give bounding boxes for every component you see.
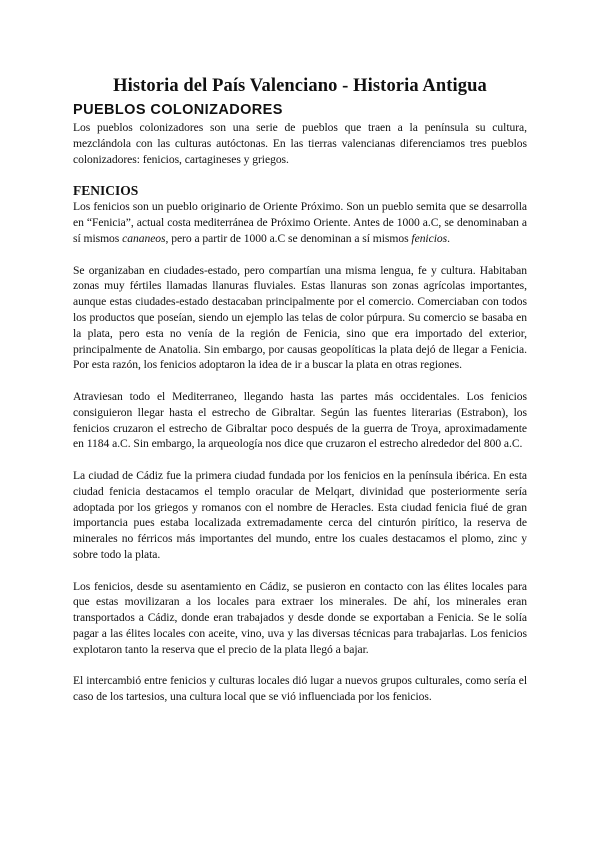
body-paragraph: Atraviesan todo el Mediterraneo, llegando hasta las partes más occidentales. Los fenicios consiguieron llegar hasta el estrecho de Gibraltar. Según las fuentes literarias (Estrabon), los fenicios cruzaron el estrecho de Gibraltar poco después de la guerra de Troya, aproximadamente en 1184 a.C. Sin embargo, la arqueología nos dice que cruzaron el estrecho alrededor del 800 a.C. [73,389,527,451]
body-paragraph: La ciudad de Cádiz fue la primera ciudad fundada por los fenicios en la península ibérica. En esta ciudad fenicia destacamos el templo oracular de Melqart, divinidad que posteriormente sería adoptada por los griegos y romanos con el nombre de Heracles. Esta ciudad fenicia fiué de gran importancia pues estaba localizada extremadamente cerca del cinturón pirítico, la reserva de minerales no férricos más importantes del mundo, entre los cuales destacamos el plomo, zinc y sobre todo la plata. [73,468,527,561]
fenicios-paragraph-1 [73,199,527,246]
intro-paragraph: Los pueblos colonizadores son una serie de pueblos que traen a la península su cultura, mezclándola con las culturas autóctonas. En las tierras valencianas diferenciamos tres pueblos colonizadores: fenicios, cartagineses y griegos. [73,121,527,166]
section-subtitle: PUEBLOS COLONIZADORES [73,102,283,118]
body-paragraph: Se organizaban en ciudades-estado, pero compartían una misma lengua, fe y cultura. Habitaban zonas muy fértiles llamadas llanuras fluviales. Estas llanuras son zonas agrícolas importantes, aunque estas ciudades-estado destacaban principalmente por el comercio. Comerciaban con todos los productos que poseían, siendo un ejemplo las telas de color púrpura. Su comercio se basaba en la plata, pero esta no venía de la región de Fenicia, sino que era importado del exterior, principalmente de Anatolia. Sin embargo, por causas geopolíticas la plata dejó de llegar a Fenicia. Por esta razón, los fenicios adoptaron la idea de ir a buscar la plata en otras regiones. [73,263,527,372]
fenicios-p1-text-a: Los fenicios son un pueblo originario de Oriente Próximo. Son un pueblo semita que se desarrolla en “Fenicia”, actual costa mediterránea de Próximo Oriente. Antes de 1000 a.C, se denominaban a sí mismos [73,200,527,245]
fenicios-p1-text-c: . [447,231,450,245]
body-paragraph: El intercambió entre fenicios y culturas locales dió lugar a nuevos grupos culturales, como sería el caso de los tartesios, una cultura local que se vió influenciada por los fenicios. [73,674,527,704]
fenicios-p1-italic-fenicios: fenicios [411,231,448,245]
body-paragraph: Los fenicios, desde su asentamiento en Cádiz, se pusieron en contacto con las élites locales para que estas movilizaran a los locales para extraer los minerales. De ahí, los minerales eran transportados a Cádiz, donde eran trabajados y desde donde se exportaban a Fenicia. Se le solía pagar a las élites locales con aceite, vino, uva y las diversas técnicas para trabajarlas. Los fenicios explotaron tanto la reserva que el precio de la plata llegó a bajar. [73,579,527,656]
document-title: Historia del País Valenciano - Historia Antigua [113,76,487,96]
fenicios-p1-text-b: , pero a partir de 1000 a.C se denominan a sí mismos [165,231,412,245]
fenicios-p1-italic-cananeos: cananeos [122,231,166,245]
document-content [73,74,527,705]
fenicios-heading: FENICIOS [73,183,139,199]
